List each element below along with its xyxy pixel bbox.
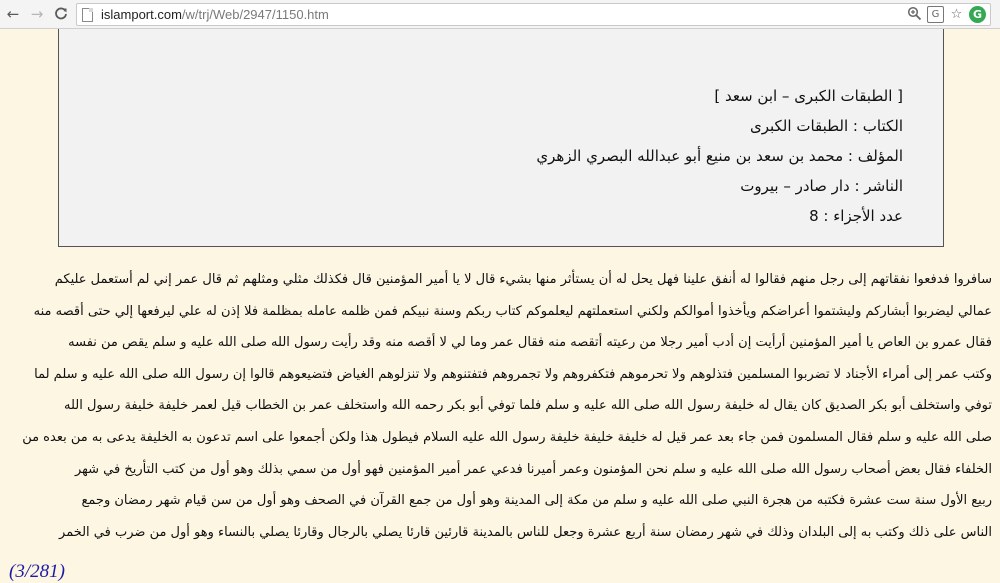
forward-button[interactable]: → bbox=[30, 5, 44, 23]
text-line: توفي واستخلف أبو بكر الصديق كان يقال له خليفة رسول الله صلى الله عليه و سلم فلما توفي أبو بكر رحمه الله واستخلف عمر بن الخطاب قيل لعمر خليفة خليفة رسول الله bbox=[64, 398, 992, 414]
reload-button[interactable] bbox=[50, 4, 72, 24]
text-line: ربيع الأول سنة ست عشرة فكتبه من هجرة النبي صلى الله عليه و سلم من مكة إلى المدينة وهو أول من جمع القرآن في الصحف وهو أول من سن قيام شهر رمضان وجمع bbox=[81, 493, 992, 509]
main-text bbox=[4, 264, 992, 548]
text-line: الناس على ذلك وكتب به إلى البلدان وذلك في شهر رمضان سنة أربع عشرة وجعل للناس بالمدينة قارئين قارئا يصلي بالرجال وقارئا يصلي بالنساء وهو أول من ضرب في الخمر bbox=[59, 524, 992, 540]
book-name: الكتاب : الطبقات الكبرى bbox=[749, 117, 903, 135]
address-bar[interactable] bbox=[76, 3, 991, 26]
book-author: المؤلف : محمد بن سعد بن منيع أبو عبدالله البصري الزهري bbox=[536, 147, 903, 165]
text-line: عمالي ليضربوا أبشاركم وليشتموا أعراضكم ويأخذوا أموالكم ولكني استعملتهم ليعلموكم كتاب ربكم وسنة نبيكم فمن ظلمه عامله بمظلمة فلا إذن له علي ليرفعها إلي حتى أقصه منه bbox=[33, 303, 992, 319]
zoom-icon[interactable] bbox=[906, 6, 923, 23]
url-host: islamport.com bbox=[101, 7, 182, 22]
omnibox-actions bbox=[906, 6, 986, 23]
reload-icon bbox=[54, 7, 68, 21]
text-line: سافروا فدفعوا نفقاتهم إلى رجل منهم فقالوا له أنفق علينا فهل يحل له أن يستأثر منها بشيء قال لا يا أمير المؤمنين قال فكذلك مثلي ومثلهم ثم قال عمر إني لم أستعمل عليكم bbox=[54, 272, 992, 287]
book-volumes: عدد الأجزاء : 8 bbox=[809, 207, 903, 225]
translate-icon[interactable]: G bbox=[927, 6, 944, 23]
text-line: وكتب عمر إلى أمراء الأجناد لا تضربوا المسلمين فتذلوهم ولا تحرموهم فتكفروهم ولا تجمروهم فتفتنوهم ولا تنزلوهم الغياض فتضيعوهم قالوا إن رسول الله صلى الله عليه و سلم لما bbox=[34, 366, 992, 382]
text-line: الخلفاء فقال بعض أصحاب رسول الله صلى الله عليه و سلم نحن المؤمنون وعمر أميرنا فدعي عمر أمير المؤمنين فهو أول من سمي بذلك وهو أول من كتب التأريخ في شهر bbox=[74, 461, 992, 477]
url-text[interactable] bbox=[101, 7, 329, 22]
page-icon bbox=[82, 8, 93, 22]
star-icon[interactable]: ☆ bbox=[950, 7, 963, 22]
book-info-lines bbox=[536, 81, 903, 231]
extension-icon[interactable]: G bbox=[969, 6, 986, 23]
text-line: فقال عمرو بن العاص يا أمير المؤمنين أرأيت إن أدب أمير رجلا من رعيته أتقصه منه فقال عمر وما لي لا أقصه منه وقد رأيت رسول الله صلى الله عليه و سلم يقص من نفسه bbox=[68, 335, 992, 351]
browser-toolbar bbox=[0, 0, 1000, 29]
url-path: /w/trj/Web/2947/1150.htm bbox=[181, 7, 329, 22]
book-publisher: الناشر : دار صادر – بيروت bbox=[740, 177, 903, 195]
text-line: صلى الله عليه و سلم فقال المسلمون فمن جاء بعد عمر قيل له خليفة خليفة خليفة رسول الله عليه السلام فيطول هذا ولكن أجمعوا على اسم تدعون به الخليفة يدعى به من بعده من bbox=[22, 429, 992, 445]
book-info-box bbox=[58, 29, 944, 247]
page-reference-link[interactable]: (3/281) bbox=[9, 561, 65, 582]
back-button[interactable]: ← bbox=[6, 5, 20, 23]
book-title: [ الطبقات الكبرى – ابن سعد ] bbox=[714, 87, 903, 105]
